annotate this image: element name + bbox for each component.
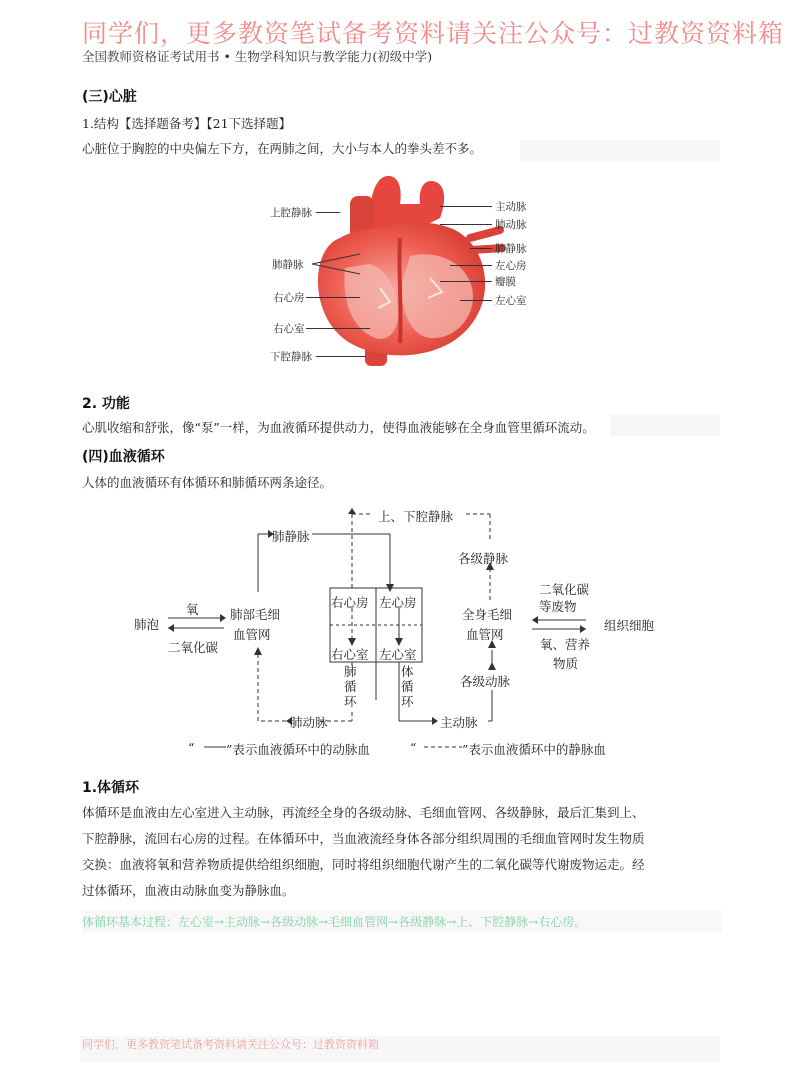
label-left-ventricle: 左心室 [495,295,527,307]
circulation-intro-text: 人体的血液循环有体循环和肺循环两条途径。 [82,475,333,490]
label-pulmonary-artery: 肺动脉 [495,219,527,231]
section-heart-title: (三)心脏 [82,89,137,105]
systemic-circulation-title: 1.体循环 [82,780,140,796]
diagram-o2-nutrients-1: 氧、营养 [540,637,591,652]
label-superior-vena-cava: 上腔静脉 [270,207,312,219]
book-title-line: 全国教师资格证考试用书 • 生物学科知识与教学能力(初级中学) [82,49,433,64]
diagram-alveoli: 肺泡 [134,617,160,632]
label-pulmonary-vein-left: 肺静脉 [272,259,304,271]
label-inferior-vena-cava: 下腔静脉 [270,351,312,363]
legend-artery-open-quote: “ [188,740,195,755]
label-right-ventricle: 右心室 [273,323,305,335]
diagram-right-atrium: 右心房 [331,595,369,610]
label-pulmonary-vein-right: 肺静脉 [495,243,527,255]
structure-subtitle: 1.结构【选择题备考】【21下选择题】 [82,116,292,131]
heart-function-text: 心肌收缩和舒张，像“泵”一样，为血液循环提供动力，使得血液能够在全身血管里循环流动。 [82,420,595,435]
diagram-lung-capillary-1: 肺部毛细 [230,607,281,622]
label-valve: 瓣膜 [495,276,516,288]
systemic-path-summary: 体循环基本过程：左心室→主动脉→各级动脉→毛细血管网→各级静脉→上、下腔静脉→右心房。 [82,915,587,929]
label-left-atrium: 左心房 [495,260,527,272]
diagram-left-ventricle: 左心室 [379,647,417,662]
diagram-systemic-circulation: 体 循 环 [401,664,414,709]
diagram-o2-nutrients-2: 物质 [553,656,579,671]
diagram-aorta: 主动脉 [440,715,478,730]
label-aorta: 主动脉 [495,201,527,213]
diagram-pulmonary-vein: 肺静脉 [272,529,310,544]
diagram-co2-waste-1: 二氧化碳 [539,582,590,597]
heart-location-text: 心脏位于胸腔的中央偏左下方，在两肺之间，大小与本人的拳头差不多。 [82,141,483,156]
diagram-pulmonary-artery: 肺动脉 [290,715,328,730]
diagram-right-ventricle: 右心室 [331,647,369,662]
diagram-tissue-cells: 组织细胞 [604,618,655,633]
label-right-atrium: 右心房 [273,292,305,304]
legend-artery: ”表示血液循环中的动脉血 [226,742,370,757]
diagram-veins: 各级静脉 [458,551,509,566]
section-circulation-title: (四)血液循环 [82,449,165,465]
legend-vein: ”表示血液循环中的静脉血 [462,742,606,757]
diagram-body-capillary-1: 全身毛细 [462,607,513,622]
header-banner: 同学们，更多教资笔试备考资料请关注公众号：过教资资料箱 [82,19,785,48]
systemic-circulation-paragraph: 体循环是血液由左心室进入主动脉，再流经全身的各级动脉、毛细血管网、各级静脉，最后汇集到上、 下腔静脉，流回右心房的过程。在体循环中，当血液流经身体各部分组织周围的毛细血管网时发生物质 交换：血液将氧和营养物质提供给组织细胞，同时将组织细胞代谢产生的二氧化碳等代谢废物运走。经 过体循环，血液由动脉血变为静脉血。 [82,805,645,898]
footer-banner: 同学们，更多教资笔试备考资料请关注公众号：过教资资料箱 [82,1038,379,1051]
diagram-pulmonary-circulation: 肺 循 环 [344,664,357,709]
diagram-co2-waste-2: 等废物 [539,599,577,614]
diagram-body-capillary-2: 血管网 [466,627,504,642]
diagram-oxygen: 氧 [186,602,199,617]
diagram-sup-inf-vena: 上、下腔静脉 [378,509,454,524]
diagram-lung-capillary-2: 血管网 [233,627,271,642]
function-subtitle: 2. 功能 [82,396,130,412]
diagram-left-atrium: 左心房 [379,595,417,610]
diagram-arteries: 各级动脉 [460,674,511,689]
diagram-co2: 二氧化碳 [168,640,219,655]
legend-vein-open-quote: “ [410,740,417,755]
